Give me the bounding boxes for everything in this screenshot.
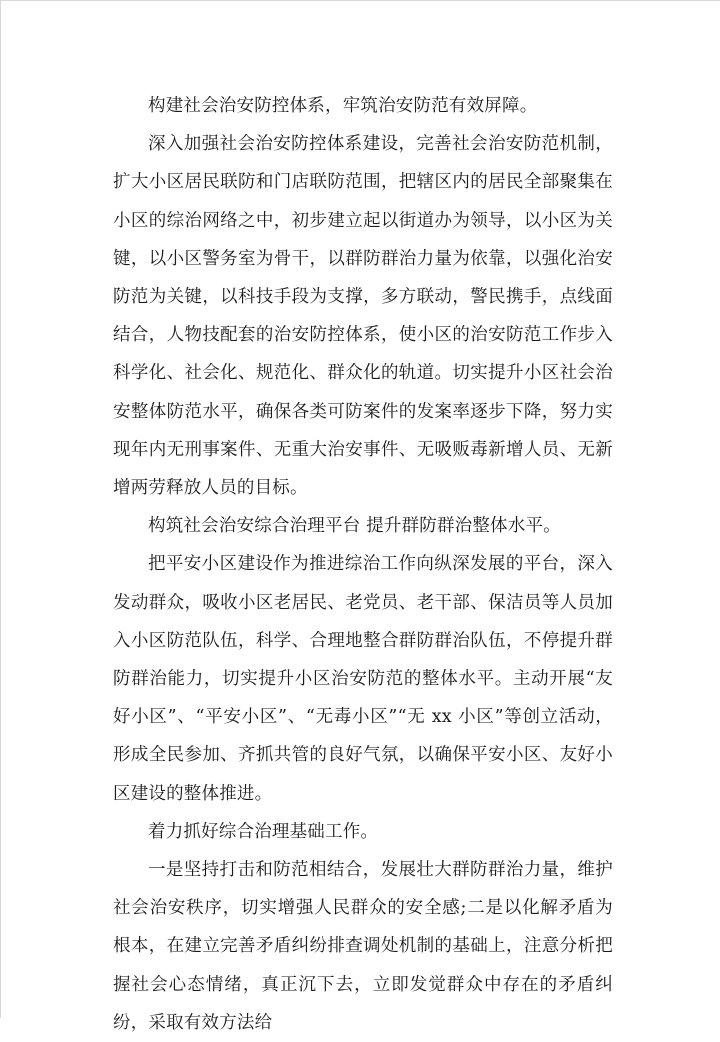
heading-governance-platform: 构筑社会治安综合治理平台 提升群防群治整体水平。: [148, 516, 561, 537]
paragraph-basic-work: 一是坚持打击和防范相结合，发展壮大群防群治力量，维护社会治安秩序，切实增强人民群众的安全感;二是以化解矛盾为根本，在建立完善矛盾纠纷排查调处机制的基础上，注意分析把握社会心态情绪，真正沉下去，立即发觉群众中存在的矛盾纠纷，采取有效方法给: [113, 860, 613, 1033]
paragraph-security-system: 深入加强社会治安防控体系建设，完善社会治安防范机制，扩大小区居民联防和门店联防范围，把辖区内的居民全部聚集在小区的综治网络之中，初步建立起以街道办为领导，以小区为关键，以小区警务室为骨干，以群防群治力量为依靠，以强化治安防范为关键，以科技手段为支撑，多方联动，警民携手，点线面结合，人物技配套的治安防控体系，使小区的治安防范工作步入科学化、社会化、规范化、群众化的轨道。切实提升小区社会治安整体防范水平，确保各类可防案件的发案率逐步下降，努力实现年内无刑事案件、无重大治安事件、无吸贩毒新增人员、无新增两劳释放人员的目标。: [113, 134, 613, 499]
paragraph-governance-platform: 把平安小区建设作为推进综治工作向纵深发展的平台，深入发动群众，吸收小区老居民、老党员、老干部、保洁员等人员加入小区防范队伍，科学、合理地整合群防群治队伍，不停提升群防群治能力，切实提升小区治安防范的整体水平。主动开展“友好小区”、“平安小区”、“无毒小区”“无 xx 小区”等创立活动，形成全民参加、齐抓共管的良好气氛，以确保平安小区、友好小区建设的整体推进。: [113, 554, 613, 804]
heading-security-system: 构建社会治安防控体系，牢筑治安防范有效屏障。: [148, 96, 538, 116]
document-body: [113, 87, 613, 1042]
heading-basic-work: 着力抓好综合治理基础工作。: [148, 821, 379, 842]
